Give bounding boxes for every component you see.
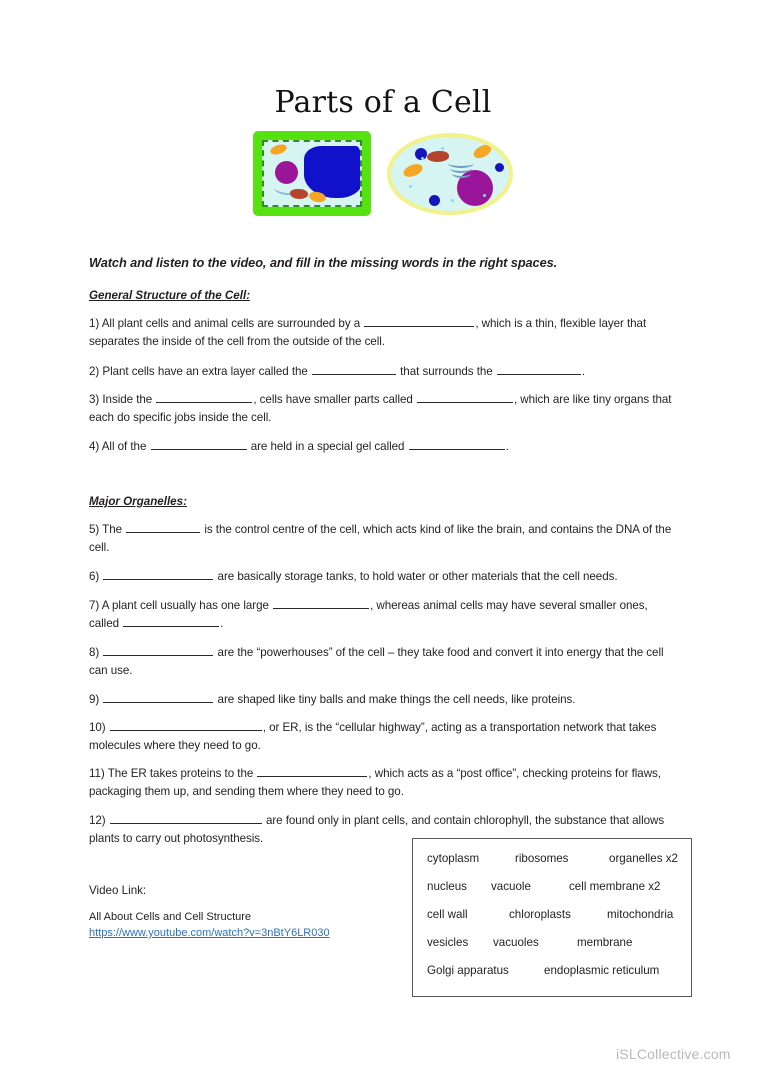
question-5-text-part1: 5) The: [89, 523, 126, 536]
word-bank-item: ribosomes: [515, 852, 569, 865]
section-heading-general: General Structure of the Cell:: [89, 289, 251, 302]
word-bank-box: [412, 838, 692, 997]
page-title: Parts of a Cell: [274, 85, 492, 120]
answer-blank[interactable]: [497, 363, 581, 375]
cytoplasm-dot: [483, 194, 486, 197]
word-bank-item: endoplasmic reticulum: [544, 964, 660, 977]
question-2-text-part3: .: [581, 365, 586, 378]
question-1: [89, 315, 674, 350]
question-12-text-part1: 12): [89, 814, 109, 827]
question-6-text-part2: are basically storage tanks, to hold water or other materials that the cell needs.: [214, 570, 618, 583]
answer-blank[interactable]: [257, 765, 367, 777]
video-url-link[interactable]: https://www.youtube.com/watch?v=3nBtY6LR030: [89, 927, 330, 939]
answer-blank[interactable]: [103, 568, 213, 580]
endoplasmic-reticulum-shape: [290, 189, 308, 199]
question-10-text-part1: 10): [89, 721, 109, 734]
header-image: [247, 83, 519, 223]
question-3-text-part2: , cells have smaller parts called: [253, 393, 416, 406]
question-11-text-part2: , which acts as a “post office”, checking proteins for flaws, packaging them up, and sending them where they need to go.: [89, 767, 661, 798]
question-2-text-part1: 2) Plant cells have an extra layer called the: [89, 365, 311, 378]
question-11: [89, 765, 674, 800]
word-bank-item: membrane: [577, 936, 633, 949]
question-8: [89, 644, 674, 679]
animal-cell-cytoplasm: [391, 137, 509, 211]
word-bank-row: [427, 935, 691, 963]
question-9-text-part2: are shaped like tiny balls and make things the cell needs, like proteins.: [214, 693, 576, 706]
mitochondrion-shape: [269, 143, 288, 157]
question-11-text-part1: 11) The ER takes proteins to the: [89, 767, 257, 780]
word-bank-item: cell membrane x2: [569, 880, 661, 893]
animal-cell-diagram: [387, 133, 513, 215]
cytoplasm-dot: [451, 199, 454, 202]
cytoplasm-dot: [441, 147, 444, 150]
golgi-shape: [448, 159, 478, 179]
question-4-text-part1: 4) All of the: [89, 440, 150, 453]
question-1-text-part1: 1) All plant cells and animal cells are surrounded by a: [89, 317, 364, 330]
word-bank-item: nucleus: [427, 880, 467, 893]
question-4-text-part3: .: [505, 440, 509, 453]
word-bank-row: [427, 907, 691, 935]
question-7-text-part3: .: [220, 616, 224, 630]
question-9: [89, 691, 674, 709]
word-bank-item: cell wall: [427, 908, 468, 921]
word-bank-row: [427, 851, 691, 879]
word-bank-item: vesicles: [427, 936, 469, 949]
question-3-text-part3: , which are like tiny organs that each do specific jobs inside the cell.: [89, 393, 672, 424]
answer-blank[interactable]: [123, 615, 219, 627]
question-10-text-part2: , or ER, is the “cellular highway”, acting as a transportation network that takes molecules where they need to go.: [89, 721, 657, 752]
answer-blank[interactable]: [417, 391, 513, 403]
question-3-text-part1: 3) Inside the: [89, 393, 156, 406]
video-link-label: Video Link:: [89, 884, 147, 897]
video-title: All About Cells and Cell Structure: [89, 911, 252, 923]
question-9-text-part1: 9): [89, 693, 103, 706]
question-7: [89, 597, 674, 632]
word-bank-item: cytoplasm: [427, 852, 480, 865]
answer-blank[interactable]: [103, 691, 213, 703]
question-5: [89, 521, 674, 556]
question-5-text-part2: is the control centre of the cell, which acts kind of like the brain, and contains the DNA of the cell.: [89, 523, 672, 554]
answer-blank[interactable]: [110, 719, 262, 731]
question-6: [89, 568, 674, 586]
cytoplasm-dot: [409, 185, 412, 188]
answer-blank[interactable]: [312, 363, 396, 375]
word-bank-item: vacuoles: [493, 936, 539, 949]
vacuole-shape: [304, 146, 362, 198]
answer-blank[interactable]: [156, 391, 252, 403]
endoplasmic-reticulum-shape: [426, 150, 449, 164]
instruction-text: Watch and listen to the video, and fill in the missing words in the right spaces.: [89, 255, 558, 270]
word-bank-item: Golgi apparatus: [427, 964, 509, 977]
answer-blank[interactable]: [126, 521, 200, 533]
question-4-text-part2: are held in a special gel called: [247, 440, 408, 453]
question-3: [89, 391, 674, 426]
answer-blank[interactable]: [273, 597, 369, 609]
cell-diagrams: [247, 131, 519, 223]
mitochondrion-shape: [402, 162, 425, 180]
cytoplasm-dot: [421, 157, 424, 160]
word-bank-item: chloroplasts: [509, 908, 571, 921]
question-10: [89, 719, 674, 754]
question-1-text-part2: , which is a thin, flexible layer that separates the inside of the cell from the outside of the cell.: [89, 317, 647, 348]
question-7-text-part1: 7) A plant cell usually has one large: [89, 599, 273, 612]
word-bank-row: [427, 963, 691, 991]
question-8-text-part1: 8): [89, 646, 103, 659]
answer-blank[interactable]: [110, 812, 262, 824]
question-8-text-part2: are the “powerhouses” of the cell – they take food and convert it into energy that the cell can use.: [89, 646, 664, 677]
word-bank-item: organelles x2: [609, 852, 678, 865]
plant-cell-diagram: [253, 131, 371, 216]
site-watermark: iSLCollective.com: [616, 1046, 731, 1062]
vesicle-shape: [429, 195, 440, 206]
vesicle-shape: [495, 163, 504, 172]
question-2: [89, 363, 674, 381]
answer-blank[interactable]: [409, 438, 505, 450]
word-bank-row: [427, 879, 691, 907]
question-12-text-part2: are found only in plant cells, and contain chlorophyll, the substance that allows plants to carry out photosynthesis.: [89, 814, 665, 845]
section-heading-organelles: Major Organelles:: [89, 495, 187, 508]
question-2-text-part2: that surrounds the: [396, 365, 496, 378]
question-4: [89, 438, 674, 456]
word-bank-item: vacuole: [491, 880, 531, 893]
word-bank-item: mitochondria: [607, 908, 674, 921]
answer-blank[interactable]: [103, 644, 213, 656]
answer-blank[interactable]: [151, 438, 247, 450]
question-7-text-part2: , whereas animal cells may have several smaller ones, called: [89, 599, 648, 630]
plant-cell-cytoplasm: [262, 140, 362, 207]
answer-blank[interactable]: [364, 315, 474, 327]
question-6-text-part1: 6): [89, 570, 103, 583]
